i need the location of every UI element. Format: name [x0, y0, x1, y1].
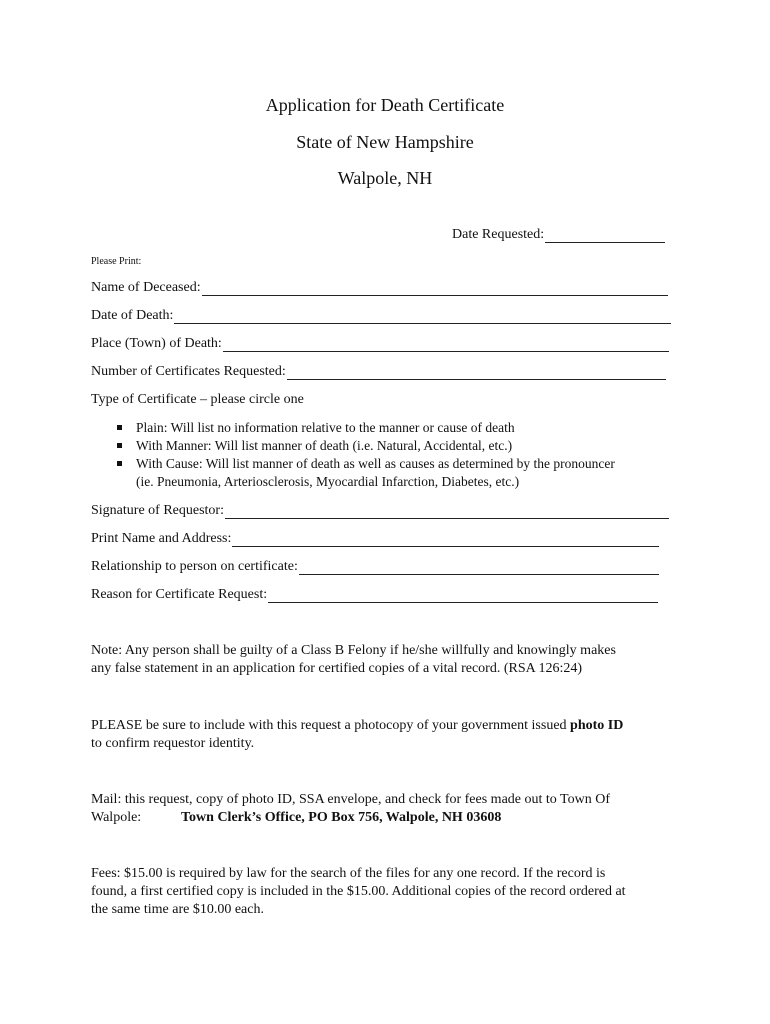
- relationship-label: Relationship to person on certificate:: [91, 559, 298, 574]
- num-certificates-label: Number of Certificates Requested:: [91, 364, 286, 379]
- fees-line-2: found, a first certified copy is included in the $15.00. Additional copies of the record ordered at: [91, 884, 626, 899]
- option-with-cause-examples: (ie. Pneumonia, Arteriosclerosis, Myocardial Infarction, Diabetes, etc.): [136, 474, 520, 489]
- fees-line-3: the same time are $10.00 each.: [91, 902, 264, 917]
- photo-id-text: PLEASE be sure to include with this request a photocopy of your government issued: [91, 718, 571, 733]
- print-name-line[interactable]: [232, 532, 659, 547]
- option-with-cause-continued: [111, 473, 615, 491]
- certificate-options: [111, 419, 615, 491]
- relationship-field: [91, 559, 659, 575]
- name-of-deceased-field: [91, 280, 668, 296]
- reason-line[interactable]: [268, 588, 658, 603]
- mail-address: Town Clerk’s Office, PO Box 756, Walpole, NH 03608: [181, 810, 502, 825]
- option-with-manner[interactable]: [111, 437, 615, 455]
- signature-field: [91, 503, 669, 519]
- felony-note-line-2: any false statement in an application for certified copies of a vital record. (RSA 126:24): [91, 661, 583, 676]
- option-plain[interactable]: [111, 419, 615, 437]
- mail-instructions: [91, 791, 610, 827]
- option-with-cause-text: With Cause: Will list manner of death as well as causes as determined by the pronouncer: [136, 456, 615, 471]
- date-requested-line[interactable]: [545, 228, 665, 243]
- state-heading: State of New Hampshire: [296, 132, 474, 152]
- relationship-line[interactable]: [299, 560, 659, 575]
- signature-line[interactable]: [225, 504, 669, 519]
- print-name-field: [91, 531, 659, 547]
- photo-id-line-2: to confirm requestor identity.: [91, 736, 255, 751]
- photo-id-bold: photo ID: [570, 718, 624, 733]
- mail-walpole-label: Walpole:: [91, 810, 142, 825]
- bullet-icon: [117, 425, 122, 430]
- date-of-death-label: Date of Death:: [91, 308, 174, 323]
- photo-id-notice: [91, 717, 623, 753]
- bullet-icon: [117, 443, 122, 448]
- date-of-death-field: [91, 308, 671, 324]
- please-print-label: Please Print:: [91, 256, 142, 267]
- option-with-manner-text: With Manner: Will list manner of death (i.e. Natural, Accidental, etc.): [136, 438, 513, 453]
- felony-note: [91, 642, 616, 678]
- felony-note-line-1: Note: Any person shall be guilty of a Class B Felony if he/she willfully and knowingly makes: [91, 643, 616, 658]
- num-certificates-line[interactable]: [287, 365, 666, 380]
- fees-info: [91, 865, 626, 919]
- mail-line-1: Mail: this request, copy of photo ID, SSA envelope, and check for fees made out to Town Of: [91, 792, 610, 807]
- place-of-death-field: [91, 336, 669, 352]
- reason-label: Reason for Certificate Request:: [91, 587, 268, 602]
- option-with-cause[interactable]: [111, 455, 615, 473]
- bullet-icon: [117, 461, 122, 466]
- date-requested-label: Date Requested:: [452, 227, 545, 242]
- print-name-label: Print Name and Address:: [91, 531, 232, 546]
- date-requested-field: [452, 227, 665, 243]
- fees-line-1: Fees: $15.00 is required by law for the search of the files for any one record. If the record is: [91, 866, 606, 881]
- option-plain-text: Plain: Will list no information relative to the manner or cause of death: [136, 420, 515, 435]
- certificate-type-heading: Type of Certificate – please circle one: [91, 392, 304, 407]
- place-of-death-label: Place (Town) of Death:: [91, 336, 222, 351]
- reason-field: [91, 587, 658, 603]
- name-of-deceased-line[interactable]: [202, 281, 668, 296]
- name-of-deceased-label: Name of Deceased:: [91, 280, 201, 295]
- signature-label: Signature of Requestor:: [91, 503, 224, 518]
- place-of-death-line[interactable]: [223, 337, 669, 352]
- num-certificates-field: [91, 364, 666, 380]
- town-heading: Walpole, NH: [337, 168, 433, 188]
- date-of-death-line[interactable]: [174, 309, 671, 324]
- form-title: Application for Death Certificate: [265, 95, 505, 115]
